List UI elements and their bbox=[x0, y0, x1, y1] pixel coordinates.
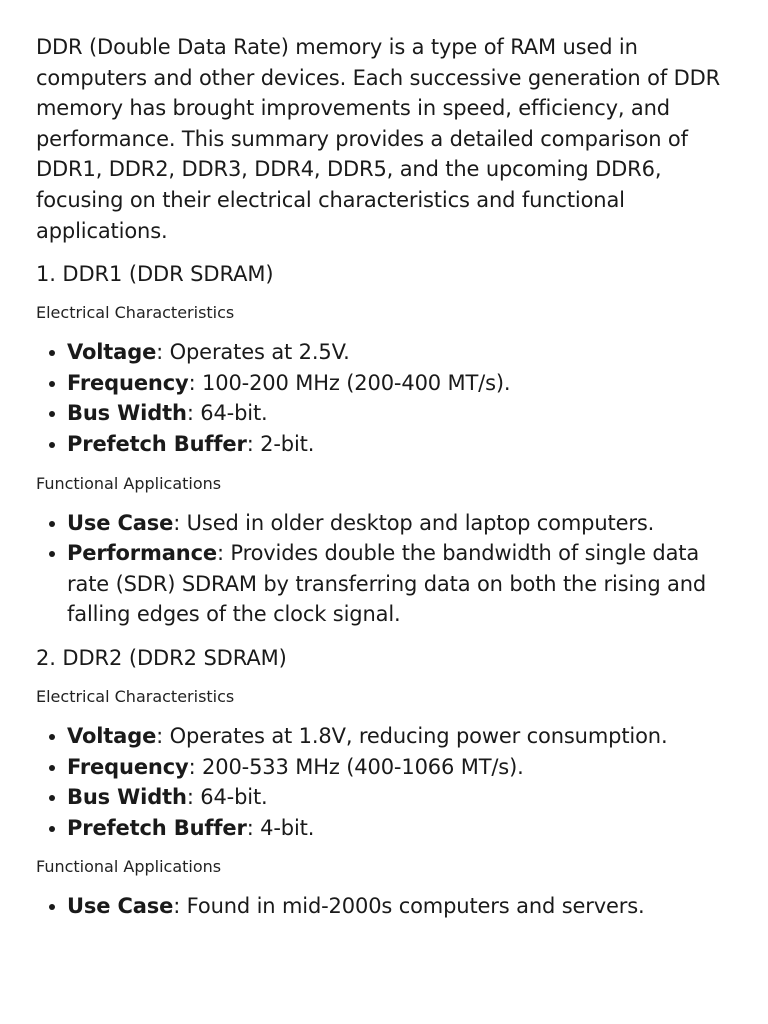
item-text: : Found in mid-2000s computers and servers. bbox=[173, 894, 645, 919]
list-item bbox=[67, 368, 732, 399]
ddr1-functional-list bbox=[36, 508, 732, 630]
list-item bbox=[67, 891, 732, 922]
item-text: : Operates at 2.5V. bbox=[156, 340, 350, 365]
item-text: : 2-bit. bbox=[246, 431, 315, 456]
list-item bbox=[67, 337, 732, 368]
list-item bbox=[67, 752, 732, 783]
list-item bbox=[67, 538, 732, 630]
item-label: Frequency bbox=[67, 754, 189, 779]
section-title-ddr1: 1. DDR1 (DDR SDRAM) bbox=[36, 262, 274, 287]
item-label: Performance bbox=[67, 541, 217, 566]
item-label: Frequency bbox=[67, 370, 189, 395]
item-label: Bus Width bbox=[67, 401, 187, 426]
list-item bbox=[67, 813, 732, 844]
item-text: : Used in older desktop and laptop computers. bbox=[173, 510, 655, 535]
item-label: Prefetch Buffer bbox=[67, 815, 247, 840]
list-item bbox=[67, 721, 732, 752]
item-label: Voltage bbox=[67, 340, 157, 365]
ddr1-functional-heading: Functional Applications bbox=[36, 473, 222, 493]
item-text: : 64-bit. bbox=[186, 785, 268, 810]
section-title-ddr2: 2. DDR2 (DDR2 SDRAM) bbox=[36, 645, 287, 670]
item-text: : 4-bit. bbox=[246, 815, 315, 840]
item-label: Use Case bbox=[67, 894, 174, 919]
item-label: Use Case bbox=[67, 510, 174, 535]
item-label: Voltage bbox=[67, 723, 157, 748]
ddr1-electrical-list bbox=[36, 337, 732, 459]
ddr2-electrical-list bbox=[36, 721, 732, 843]
ddr1-electrical-heading: Electrical Characteristics bbox=[36, 303, 235, 323]
item-label: Bus Width bbox=[67, 785, 187, 810]
list-item bbox=[67, 508, 732, 539]
ddr2-functional-heading: Functional Applications bbox=[36, 857, 222, 877]
ddr2-functional-list bbox=[36, 891, 732, 922]
item-text: : 64-bit. bbox=[186, 401, 268, 426]
list-item bbox=[67, 429, 732, 460]
item-text: : 200-533 MHz (400-1066 MT/s). bbox=[188, 754, 524, 779]
item-text: : Operates at 1.8V, reducing power consumption. bbox=[156, 723, 668, 748]
item-text: : Provides double the bandwidth of single data rate (SDR) SDRAM by transferring data on both the rising and falling edges of the clock signal. bbox=[67, 541, 707, 627]
list-item bbox=[67, 398, 732, 429]
item-text: : 100-200 MHz (200-400 MT/s). bbox=[188, 370, 511, 395]
intro-paragraph: DDR (Double Data Rate) memory is a type of RAM used in computers and other devices. Each successive generation of DDR memory has brought improvements in speed, efficiency, and performance. This summary provides a detailed comparison of DDR1, DDR2, DDR3, DDR4, DDR5, and the upcoming DDR6, focusing on their electrical characteristics and functional applications. bbox=[36, 35, 721, 243]
ddr2-electrical-heading: Electrical Characteristics bbox=[36, 686, 235, 706]
item-label: Prefetch Buffer bbox=[67, 431, 247, 456]
list-item bbox=[67, 782, 732, 813]
